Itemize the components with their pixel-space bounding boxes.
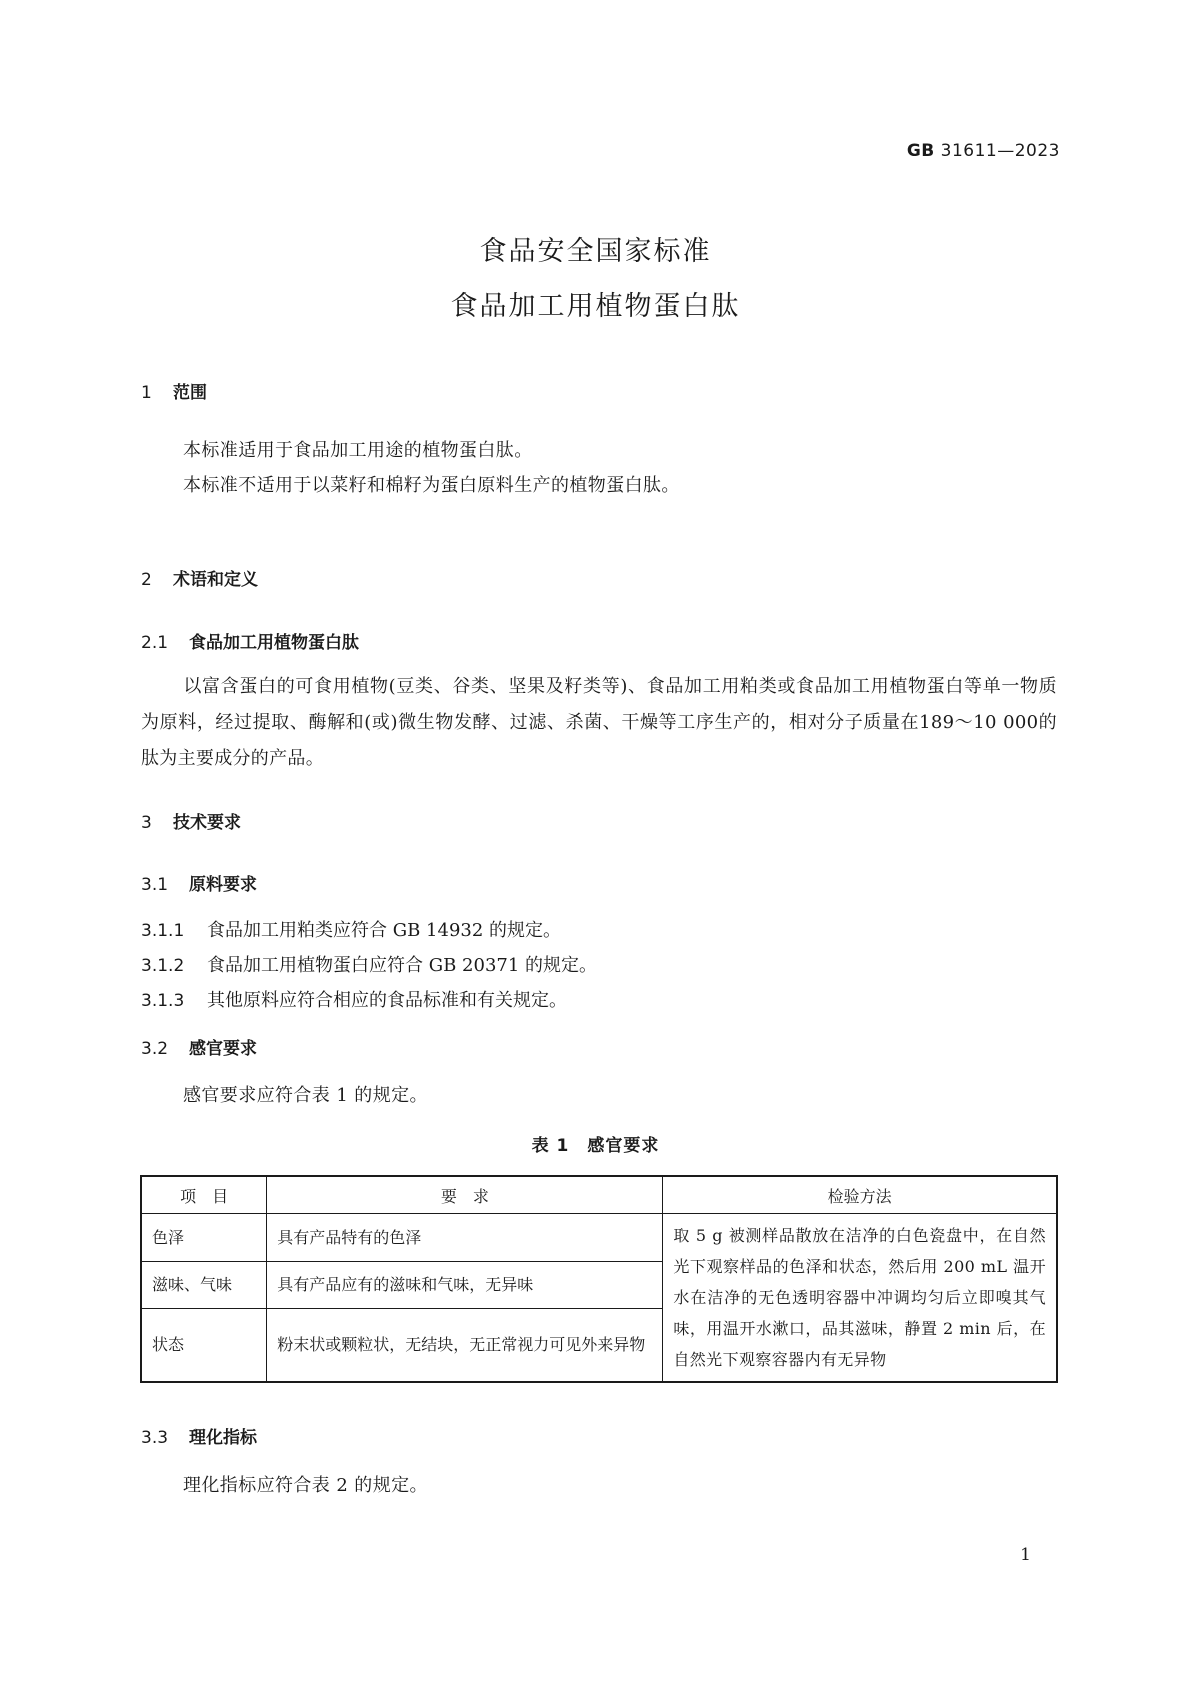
row-item: 色泽 bbox=[141, 1214, 267, 1262]
section-2-1-title: 食品加工用植物蛋白肽 bbox=[189, 633, 359, 653]
section-3-title: 技术要求 bbox=[173, 813, 241, 833]
table-row bbox=[141, 1214, 1057, 1262]
row-requirement: 具有产品应有的滋味和气味，无异味 bbox=[267, 1262, 663, 1309]
section-1-number: 1 bbox=[141, 383, 152, 403]
section-2-1-number: 2.1 bbox=[141, 633, 169, 653]
table-1-caption: 表 1 感官要求 bbox=[531, 1136, 660, 1156]
header-item: 项 目 bbox=[141, 1176, 267, 1214]
section-3-3-heading bbox=[141, 1423, 257, 1448]
page-number: 1 bbox=[1020, 1545, 1031, 1565]
main-title: 食品安全国家标准 bbox=[479, 236, 712, 267]
section-3-2-number: 3.2 bbox=[141, 1039, 169, 1059]
clause-3-1-3 bbox=[141, 986, 567, 1012]
standard-number bbox=[907, 141, 1060, 161]
definition-paragraph bbox=[141, 669, 1057, 777]
clause-3-1-2 bbox=[141, 951, 597, 977]
row-requirement: 粉末状或颗粒状，无结块，无正常视力可见外来异物 bbox=[267, 1309, 663, 1382]
header-requirement: 要 求 bbox=[267, 1176, 663, 1214]
section-2-title: 术语和定义 bbox=[173, 570, 258, 590]
clause-text: 食品加工用植物蛋白应符合 GB 20371 的规定。 bbox=[207, 955, 598, 976]
clause-3-1-1 bbox=[141, 916, 561, 942]
row-item: 滋味、气味 bbox=[141, 1262, 267, 1309]
section-2-heading bbox=[141, 565, 258, 590]
section-3-3-number: 3.3 bbox=[141, 1428, 169, 1448]
row-requirement: 具有产品特有的色泽 bbox=[267, 1214, 663, 1262]
section-3-number: 3 bbox=[141, 813, 152, 833]
standard-code: 31611—2023 bbox=[940, 141, 1060, 161]
section-3-2-text: 感官要求应符合表 1 的规定。 bbox=[183, 1085, 428, 1106]
sub-title: 食品加工用植物蛋白肽 bbox=[450, 291, 741, 322]
section-2-number: 2 bbox=[141, 570, 152, 590]
section-1-paragraph-1: 本标准适用于食品加工用途的植物蛋白肽。 bbox=[183, 440, 533, 461]
section-1-heading bbox=[141, 378, 207, 403]
section-3-1-title: 原料要求 bbox=[189, 875, 257, 895]
section-3-2-title: 感官要求 bbox=[189, 1039, 257, 1059]
section-3-3-title: 理化指标 bbox=[189, 1428, 257, 1448]
section-3-heading bbox=[141, 808, 241, 833]
definition-text: 以富含蛋白的可食用植物(豆类、谷类、坚果及籽类等)、食品加工用粕类或食品加工用植物蛋白等单一物质为原料，经过提取、酶解和(或)微生物发酵、过滤、杀菌、干燥等工序生产的，相对分子质量在189～10 000的肽为主要成分的产品。 bbox=[141, 676, 1057, 769]
table-header-row bbox=[141, 1176, 1057, 1214]
section-3-1-number: 3.1 bbox=[141, 875, 169, 895]
row-item: 状态 bbox=[141, 1309, 267, 1382]
clause-number: 3.1.1 bbox=[141, 921, 185, 941]
section-3-1-heading bbox=[141, 870, 257, 895]
clause-number: 3.1.3 bbox=[141, 991, 185, 1011]
section-1-paragraph-2: 本标准不适用于以菜籽和棉籽为蛋白原料生产的植物蛋白肽。 bbox=[183, 475, 680, 496]
inspection-method: 取 5 g 被测样品散放在洁净的白色瓷盘中，在自然光下观察样品的色泽和状态，然后用 200 mL 温开水在洁净的无色透明容器中冲调均匀后立即嗅其气味，用温开水漱口，品其滋味，静置 2 min 后，在自然光下观察容器内有无异物 bbox=[663, 1214, 1057, 1383]
sensory-requirements-table bbox=[140, 1175, 1058, 1383]
section-3-2-heading bbox=[141, 1034, 257, 1059]
section-2-1-heading bbox=[141, 628, 359, 653]
section-3-3-text: 理化指标应符合表 2 的规定。 bbox=[183, 1475, 428, 1496]
header-method: 检验方法 bbox=[663, 1176, 1057, 1214]
clause-number: 3.1.2 bbox=[141, 956, 185, 976]
clause-text: 食品加工用粕类应符合 GB 14932 的规定。 bbox=[207, 920, 562, 941]
clause-text: 其他原料应符合相应的食品标准和有关规定。 bbox=[207, 990, 567, 1011]
section-1-title: 范围 bbox=[173, 383, 207, 403]
standard-prefix: GB bbox=[906, 141, 935, 161]
